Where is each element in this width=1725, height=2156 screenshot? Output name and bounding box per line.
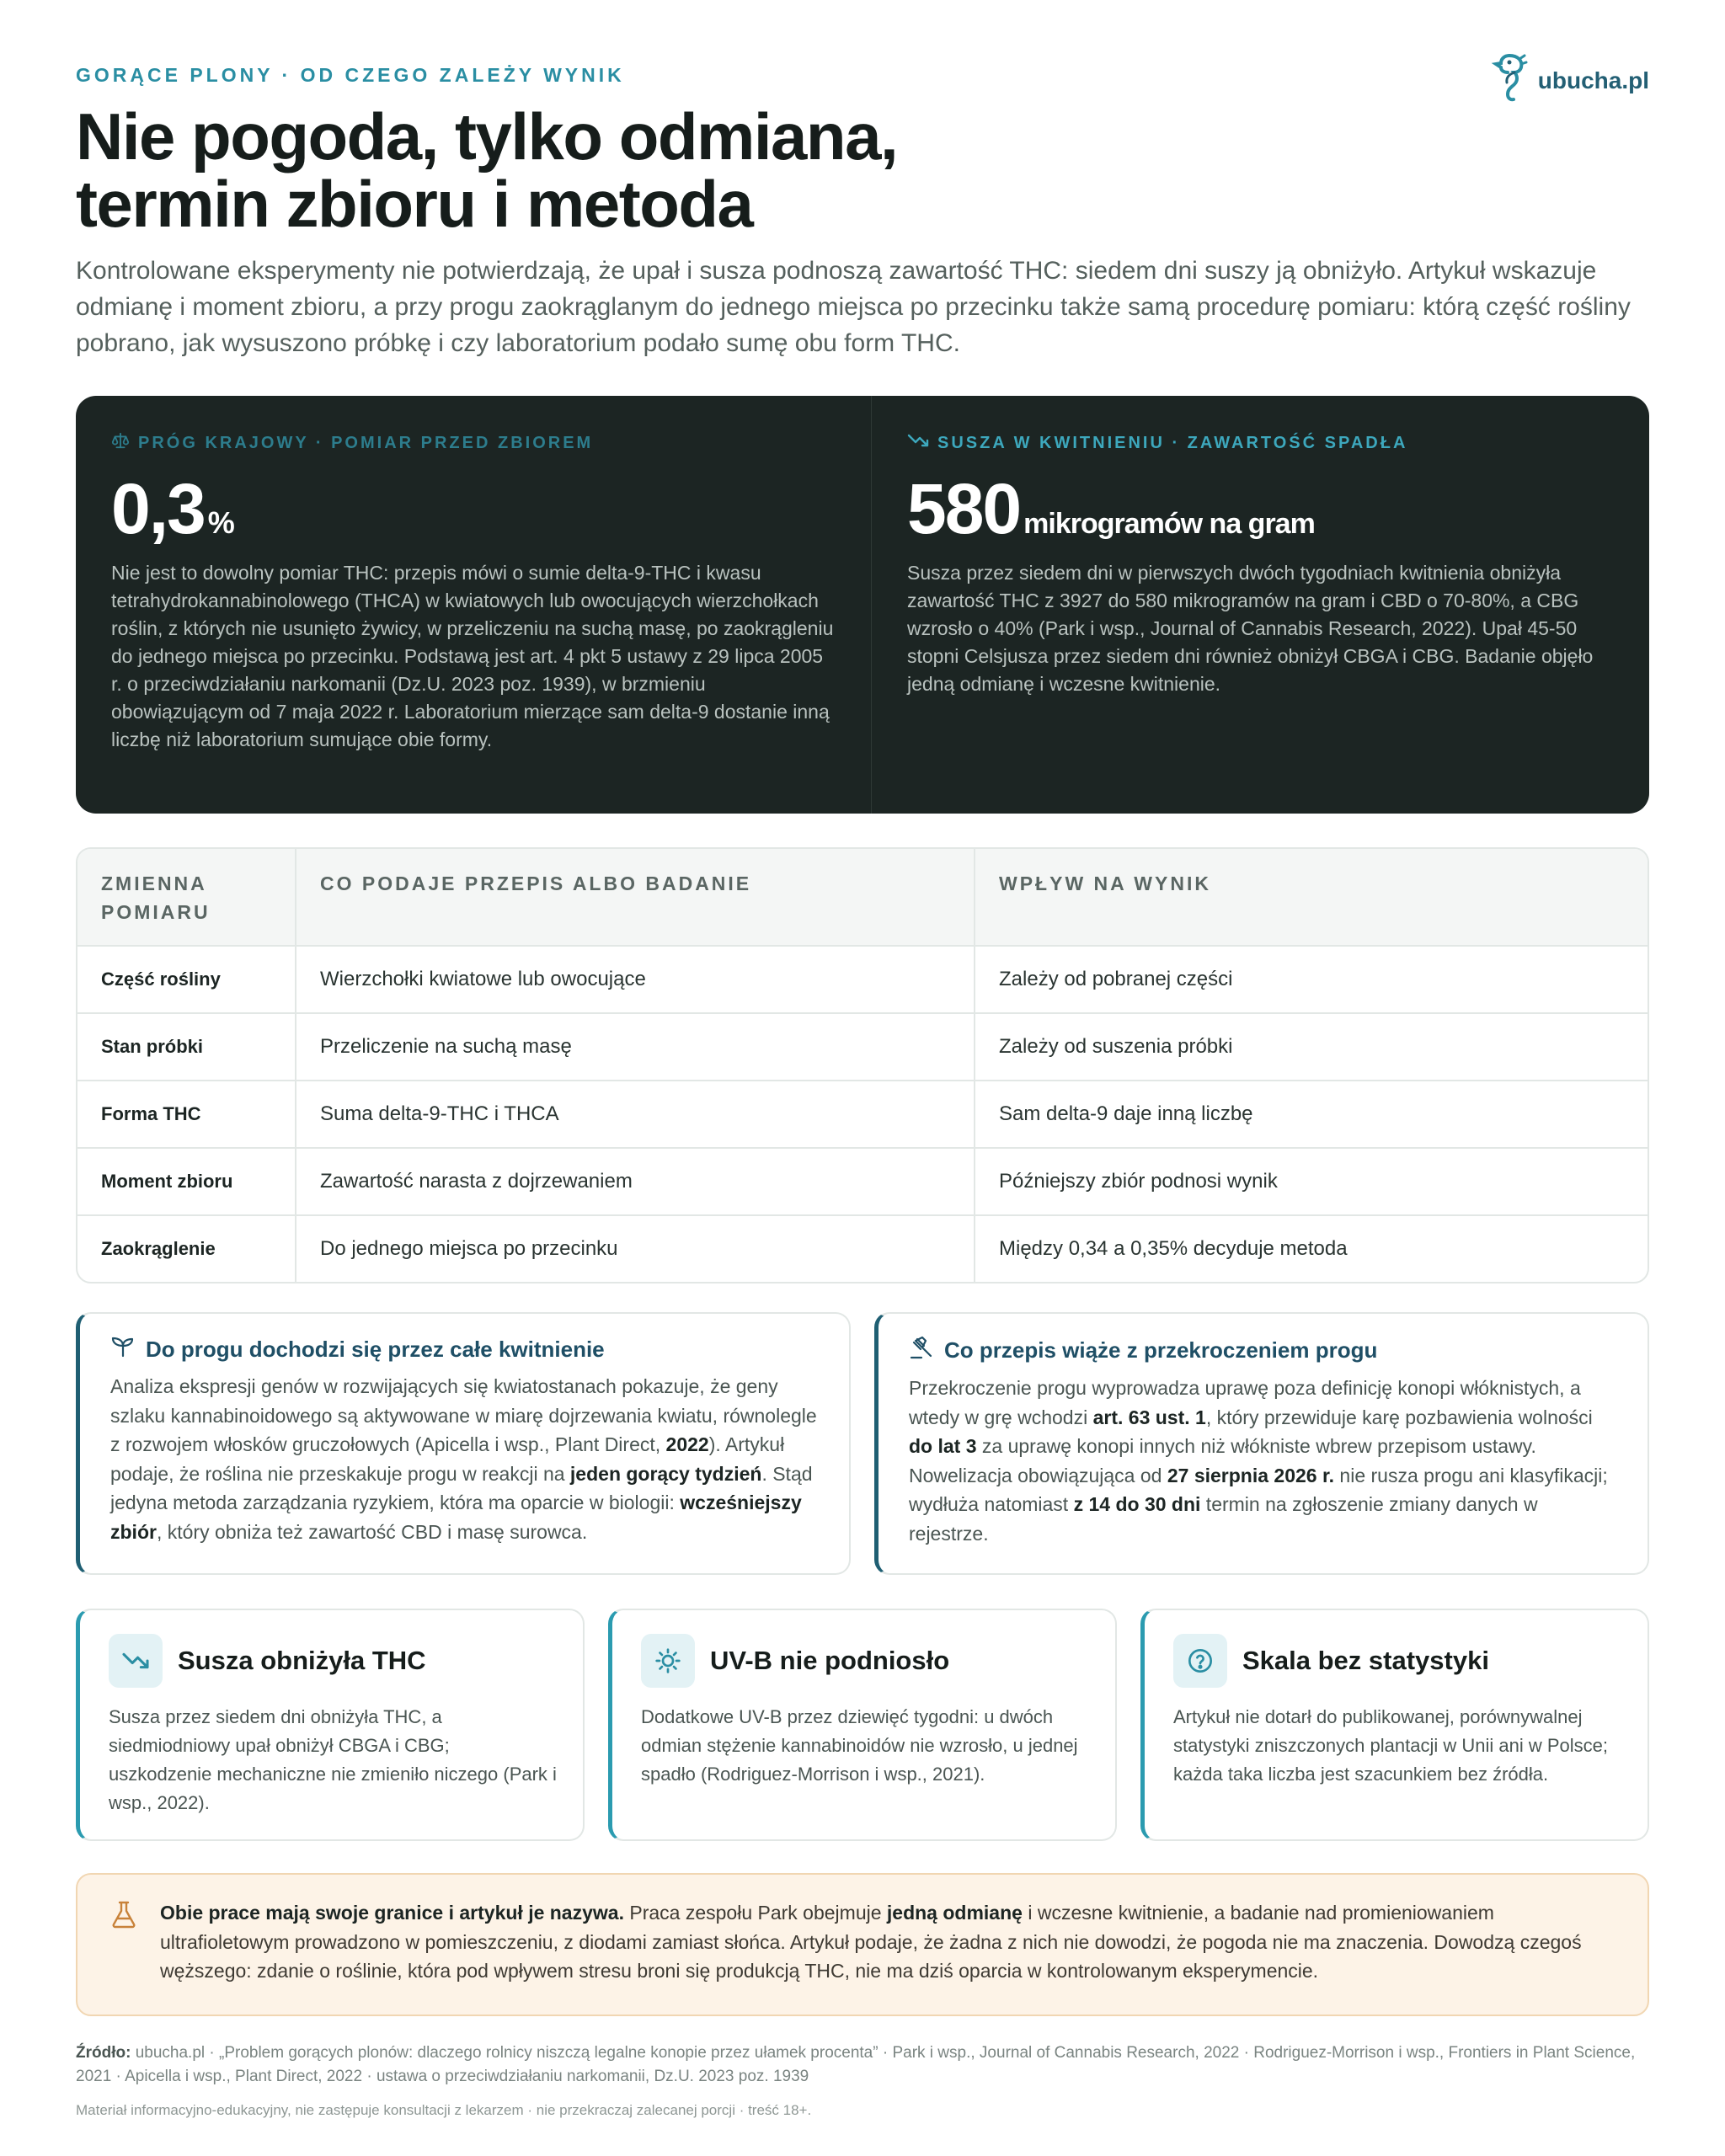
mini-card-title: Skala bez statystyki	[1242, 1646, 1489, 1675]
table-cell: Wierzchołki kwiatowe lub owocujące	[296, 947, 975, 1012]
stat-description: Nie jest to dowolny pomiar THC: przepis mówi o sumie delta-9-THC i kwasu tetrahydrokannabinolowego (THCA) w kwiatowych lub owocujących wierzchołkach roślin, z których nie usunięto żywicy, w przeliczeniu na suchą masę, po zaokrągleniu do jednego miejsca po przecinku. Podstawą jest art. 4 pkt 5 ustawy z 29 lipca 2005 r. o przeciwdziałaniu narkomanii (Dz.U. 2023 poz. 1939), w brzmieniu obowiązującym od 7 maja 2022 r. Laboratorium mierzące sam delta-9 dostanie inną liczbę niż laboratorium sumujące obie formy.	[111, 562, 834, 750]
table-cell: Między 0,34 a 0,35% decyduje metoda	[999, 1237, 1348, 1260]
limitations-note	[76, 1873, 1649, 2016]
mini-card-head	[1173, 1634, 1622, 1688]
card-title	[909, 1336, 1619, 1365]
stats-panel	[76, 396, 1649, 814]
table-row	[77, 1147, 1648, 1214]
title-line-2: termin zbioru i metoda	[76, 167, 753, 241]
mini-card-title: Susza obniżyła THC	[178, 1646, 426, 1675]
page-title	[76, 99, 1171, 241]
scale-icon	[111, 431, 130, 455]
table-cell: Późniejszy zbiór podnosi wynik	[999, 1170, 1278, 1193]
stat-label-text: PRÓG KRAJOWY · POMIAR PRZED ZBIOREM	[138, 433, 594, 452]
stat-label	[111, 431, 836, 455]
card-text: Przekroczenie progu wyprowadza uprawę poza definicję konopi włóknistych, a wtedy w grę wchodzi art. 63 ust. 1, który przewiduje karę pozbawienia wolności do lat 3 za uprawę konopi innych niż włókniste wbrew przepisom ustawy. Nowelizacja obowiązująca od 27 sierpnia 2026 r. nie rusza progu ani klasyfikacji; wydłuża natomiast z 14 do 30 dni termin na zgłoszenie zmiany danych w rejestrze.	[909, 1377, 1608, 1545]
stat-value	[111, 470, 836, 547]
mini-card-head	[109, 1634, 558, 1688]
question-icon	[1173, 1634, 1227, 1688]
infographic-page	[76, 0, 1649, 2156]
table-header-cell: CO PODAJE PRZEPIS ALBO BADANIE	[296, 849, 975, 945]
stat-label	[907, 431, 1632, 455]
card-flowering	[76, 1312, 851, 1575]
mini-card-text: Susza przez siedem dni obniżyła THC, a siedmiodniowy upał obniżył CBGA i CBG; uszkodzenie mechaniczne nie zmieniło niczego (Park i wsp., 2022).	[109, 1706, 557, 1813]
table-cell: Zależy od pobranej części	[999, 968, 1233, 990]
table-cell: Przeliczenie na suchą masę	[296, 1014, 975, 1080]
table-cell: Zaokrąglenie	[77, 1216, 296, 1282]
table-row	[77, 1214, 1648, 1282]
kicker: GORĄCE PLONY · OD CZEGO ZALEŻY WYNIK	[76, 64, 625, 86]
card-legal	[874, 1312, 1649, 1575]
table-row	[77, 945, 1648, 1012]
brand-logo[interactable]	[1489, 52, 1649, 109]
stat-number: 580	[907, 469, 1021, 548]
table-cell: Moment zbioru	[77, 1149, 296, 1214]
card-title-text: Do progu dochodzi się przez całe kwitnienie	[146, 1337, 605, 1362]
title-line-1: Nie pogoda, tylko odmiana,	[76, 99, 898, 173]
table-header-row	[77, 849, 1648, 945]
trend-down-icon	[907, 431, 929, 455]
sun-icon	[641, 1634, 695, 1688]
table-cell: Sam delta-9 daje inną liczbę	[999, 1102, 1253, 1125]
card-text: Analiza ekspresji genów w rozwijających się kwiatostanach pokazuje, że geny szlaku kannabinoidowego są aktywowane w miarę dojrzewania kwiatu, równolegle z rozwojem włosków gruczołowych (Apicella i wsp., Plant Direct, 2022). Artykuł podaje, że roślina nie przeskakuje progu w reakcji na jeden gorący tydzień. Stąd jedyna metoda zarządzania ryzykiem, która ma oparcie w biologii: wcześniejszy zbiór, który obniża też zawartość CBD i masę surowca.	[110, 1375, 817, 1543]
mini-card-head	[641, 1634, 1090, 1688]
table-cell: Zależy od suszenia próbki	[999, 1035, 1233, 1058]
card-title-text: Co przepis wiąże z przekroczeniem progu	[944, 1337, 1378, 1363]
sprout-icon	[110, 1336, 136, 1364]
mini-card-text: Dodatkowe UV-B przez dziewięć tygodni: u dwóch odmian stężenie kannabinoidów nie wzrosło, u jednej spadło (Rodriguez-Morrison i wsp., 2021).	[641, 1706, 1078, 1785]
measurement-table	[76, 847, 1649, 1283]
mini-card-drought	[76, 1609, 585, 1841]
table-cell: Część rośliny	[77, 947, 296, 1012]
trend-down-icon	[109, 1634, 163, 1688]
seahorse-logo-icon	[1489, 52, 1528, 109]
stat-threshold	[76, 396, 871, 814]
gavel-icon	[909, 1336, 934, 1365]
stat-description: Susza przez siedem dni w pierwszych dwóch tygodniach kwitnienia obniżyła zawartość THC z 3927 do 580 mikrogramów na gram i CBD o 70-80%, a CBG wzrosło o 40% (Park i wsp., Journal of Cannabis Research, 2022). Upał 45-50 stopni Celsjusza przez siedem dni również obniżył CBGA i CBG. Badanie objęło jedną odmianę i wczesne kwitnienie.	[907, 562, 1594, 695]
disclaimer: Materiał informacyjno-edukacyjny, nie zastępuje konsultacji z lekarzem · nie przekraczaj zalecanej porcji · treść 18+.	[76, 2102, 812, 2118]
source-citation: Źródło: ubucha.pl · „Problem gorących plonów: dlaczego rolnicy niszczą legalne konopie przez ułamek procenta” · Park i wsp., Journal of Cannabis Research, 2022 · Rodriguez-Morrison i wsp., Frontiers in Plant Science, 2021 · Apicella i wsp., Plant Direct, 2022 · ustawa o przeciwdziałaniu narkomanii, Dz.U. 2023 poz. 1939	[76, 2044, 1636, 2085]
table-cell: Suma delta-9-THC i THCA	[296, 1081, 975, 1147]
stat-unit: mikrogramów na gram	[1023, 508, 1315, 540]
table-header-cell: ZMIENNA POMIARU	[77, 849, 296, 945]
table-row	[77, 1012, 1648, 1080]
table-cell: Zawartość narasta z dojrzewaniem	[296, 1149, 975, 1214]
table-row	[77, 1080, 1648, 1147]
flask-icon	[111, 1900, 136, 1933]
mini-card-text: Artykuł nie dotarł do publikowanej, porównywalnej statystyki zniszczonych plantacji w Unii ani w Polsce; każda taka liczba jest szacunkiem bez źródła.	[1173, 1706, 1608, 1785]
card-title	[110, 1336, 820, 1364]
stat-label-text: SUSZA W KWITNIENIU · ZAWARTOŚĆ SPADŁA	[937, 433, 1408, 452]
stat-unit: %	[207, 505, 234, 540]
mini-card-uvb	[608, 1609, 1117, 1841]
table-cell: Stan próbki	[77, 1014, 296, 1080]
stat-drought	[871, 396, 1649, 814]
table-header-cell: WPŁYW NA WYNIK	[999, 873, 1211, 894]
mini-card-scale	[1140, 1609, 1649, 1841]
stat-number: 0,3	[111, 469, 205, 548]
mini-card-title: UV-B nie podniosło	[710, 1646, 950, 1675]
table-cell: Forma THC	[77, 1081, 296, 1147]
table-cell: Do jednego miejsca po przecinku	[296, 1216, 975, 1282]
lead-paragraph: Kontrolowane eksperymenty nie potwierdzają, że upał i susza podnoszą zawartość THC: siedem dni suszy ją obniżyło. Artykuł wskazuje odmianę i moment zbioru, a przy progu zaokrąglanym do jednego miejsca po przecinku także samą procedurę pomiaru: którą część rośliny pobrano, jak wysuszono próbkę i czy laboratorium podało sumę obu form THC.	[76, 257, 1631, 357]
stat-value	[907, 470, 1632, 547]
note-text: Obie prace mają swoje granice i artykuł je nazywa. Praca zespołu Park obejmuje jedną odmianę i wczesne kwitnienie, a badanie nad promieniowaniem ultrafioletowym prowadzono w pomieszczeniu, z diodami zamiast słońca. Artykuł podaje, że żadna z nich nie dowodzi, że pogoda nie ma znaczenia. Dowodzą czegoś węższego: zdanie o roślinie, która pod wpływem stresu broni się produkcją THC, nie ma dziś oparcia w kontrolowanym eksperymencie.	[160, 1902, 1582, 1982]
logo-text: ubucha.pl	[1537, 67, 1649, 93]
